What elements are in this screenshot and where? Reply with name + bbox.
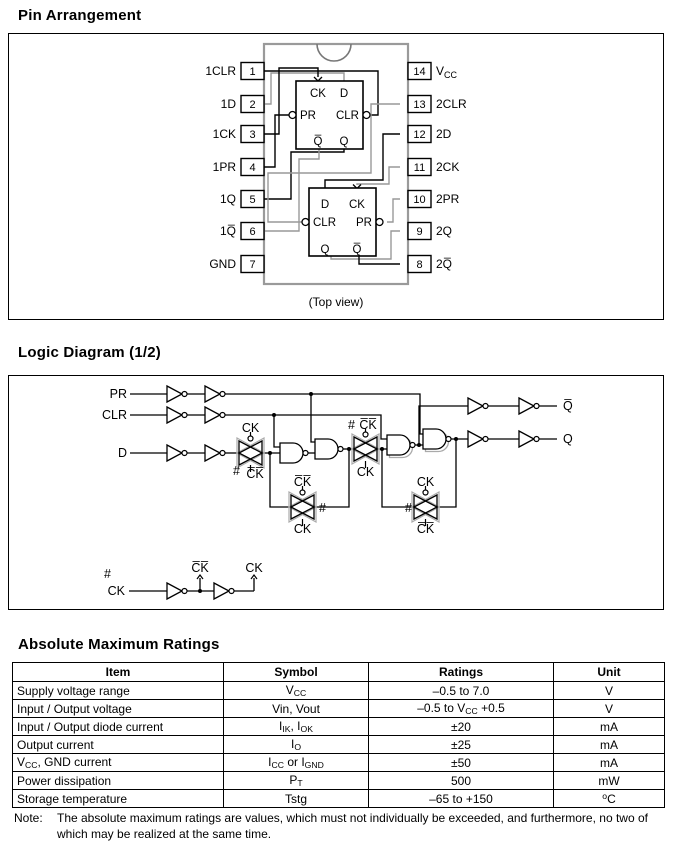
inverter-icon [214,583,229,599]
ff2-clr-port: CLR [313,217,337,229]
cell-text: mW [598,773,620,788]
transmission-gate-icon [291,495,314,519]
nand-gate-icon [280,443,303,463]
table-cell-symbol [224,754,369,772]
inversion-bubble-icon [220,451,225,456]
pin-number: 6 [249,226,256,238]
table-cell-symbol [224,790,369,808]
table-cell-ratings [369,790,554,808]
cell-text: Output current [17,737,94,752]
cell-text: ±25 [451,737,471,752]
junction-dot [454,437,458,441]
junction-dot [417,443,421,447]
subscript-text: CC [465,706,478,716]
inverter-icon [519,398,534,414]
hash-label: # [104,567,111,581]
cell-text: 500 [450,773,472,788]
inversion-bubble-icon [446,437,451,442]
ff2-ck-port: CK [349,199,365,211]
junction-dot [268,451,272,455]
pin-number: 14 [413,66,426,78]
fb1-ck-label: CK [293,522,312,536]
table-header-row [13,663,665,682]
qbar-output-label: Q̅ [563,399,573,413]
inversion-bubble-icon [248,436,253,441]
inversion-bubble-icon [483,437,488,442]
cell-text: –65 to +150 [429,791,493,806]
inverter-icon [205,407,220,423]
ff1-pr-port: PR [300,110,316,122]
logic-diagram-title: Logic Diagram (1/2) [18,344,161,361]
pin-number: 1 [249,66,256,78]
top-view-caption: (Top view) [308,295,364,309]
cell-text: or I [283,755,305,769]
inversion-bubble-icon [182,451,187,456]
ff1-clr-port: CLR [335,110,359,122]
table-cell-item [13,682,224,700]
table-cell-item [13,790,224,808]
junction-dot [347,447,351,451]
table-cell-ratings [369,754,554,772]
cell-text: ±20 [451,719,471,734]
subscript-text: CC [271,760,284,770]
fb1-hash-label: # [319,501,326,515]
ckbar-tap-label: C̅K̅ [191,561,209,575]
pin-label [436,97,467,111]
cell-text: , I [290,719,301,733]
inversion-bubble-icon [410,443,415,448]
subscript-text: CC [293,688,307,698]
note-line: The absolute maximum ratings are values, which must not individually be exceeded, and furthermore, no two of [57,811,648,825]
table-row [13,700,665,718]
inverter-icon [167,407,182,423]
table-cell-unit [554,718,665,736]
subscript-text: O [294,742,302,752]
ff1-q-port: Q [339,136,349,148]
clr-input-label: CLR [101,408,127,422]
nand-gate-icon [315,439,338,459]
logic-diagram-panel [8,375,664,610]
table-cell-unit [554,772,665,790]
cell-text: Input / Output voltage [17,701,132,716]
table-cell-item [13,754,224,772]
pin-label-main: 2PR [436,192,460,206]
ff1-d-port: D [339,88,349,100]
inversion-bubble-icon [363,432,368,437]
tg2-ck-label: CK [356,465,375,479]
inversion-bubble-icon [182,392,187,397]
inversion-bubble-icon [302,219,309,226]
pin-arrangement-title: Pin Arrangement [18,7,142,24]
inversion-bubble-icon [534,404,539,409]
superscript-text: o [602,791,608,801]
subscript-text: GND [304,760,324,770]
transmission-gate-icon [414,495,437,519]
wire-2qb [359,256,400,264]
ff1-qbar-port: Q̅ [313,136,323,148]
pin-number: 3 [249,129,256,141]
pin-label [436,127,452,141]
tg1-ck-label: CK [241,421,260,435]
table-row [13,718,665,736]
ff2-d-port: D [320,199,330,211]
table-row [13,754,665,772]
pin-diagram-root [205,44,467,309]
cell-text: Storage temperature [17,791,128,806]
pin-label: 1CK [212,127,236,141]
pin-label [436,160,459,174]
cell-text: ±50 [451,755,471,770]
table-cell-unit [554,754,665,772]
inversion-bubble-icon [289,112,296,119]
nand-gate-icon [387,435,410,455]
pr-input-label: PR [109,387,127,401]
junction-dot [272,413,276,417]
inverter-icon [519,431,534,447]
pin-label-main: V [436,64,445,78]
table-row [13,736,665,754]
inverter-icon [468,398,483,414]
ratings-table-body [13,682,665,808]
pin-label [436,64,458,80]
subscript-text: OK [300,724,313,734]
cell-text: Supply voltage range [17,683,130,698]
fb1-ckbar-label: C̅K̅ [293,475,312,489]
pin-label-main: 2D [436,127,452,141]
inverter-icon [205,386,220,402]
note-line: which may be realized at the same time. [57,827,272,841]
wire-2ck [357,167,400,185]
pin-label: 1CLR [205,64,236,78]
ff2-pr-port: PR [356,217,372,229]
pin-number: 2 [249,99,256,111]
table-cell-unit [554,790,665,808]
inverter-icon [167,583,182,599]
wire [437,439,456,507]
junction-dot [309,392,313,396]
package-notch [317,44,351,61]
cell-text: mA [600,755,618,770]
ratings-table [12,662,665,808]
tg1-ckbar-label: C̅K̅ [246,467,264,481]
inverter-icon [167,445,182,461]
cell-text: V [604,701,613,716]
ratings-title: Absolute Maximum Ratings [18,636,220,653]
table-cell-symbol [224,772,369,790]
ck-input-label: CK [107,584,125,598]
cell-text: , GND current [37,755,112,769]
transmission-gate-icon [354,437,377,461]
pin-number: 11 [413,162,426,174]
junction-dot [198,589,202,593]
subscript-text: T [297,778,303,788]
pin-label-sub: CC [444,70,458,80]
table-cell-item [13,736,224,754]
wire-2pr [387,199,400,222]
pin-label: GND [209,257,236,271]
inversion-bubble-icon [182,589,187,594]
pin-label-main: 2Q̅ [436,257,453,271]
cell-text: mA [600,719,618,734]
table-cell-ratings [369,718,554,736]
inverter-icon [167,386,182,402]
inversion-bubble-icon [423,490,428,495]
column-header-ratings: Ratings [369,663,554,682]
pin-label: 1PR [212,160,236,174]
cell-text: I [268,755,272,769]
tg2-ckbar-label: C̅K̅ [359,418,377,432]
pin-number: 13 [413,99,426,111]
inverter-icon [205,445,220,461]
pin-number: 4 [249,162,256,174]
cell-text: C [607,792,616,806]
cell-text: Power dissipation [17,773,112,788]
table-cell-item [13,700,224,718]
table-cell-ratings [369,700,554,718]
cell-text: V [17,755,26,769]
pin-label [436,192,460,206]
wire-1pr [264,115,289,167]
wire [311,394,315,442]
inversion-bubble-icon [300,490,305,495]
inversion-bubble-icon [220,392,225,397]
column-header-item: Item [13,663,224,682]
column-header-unit: Unit [554,663,665,682]
pin-label: 1Q̅ [219,224,236,238]
subscript-text: IK [282,724,291,734]
ff1-ck-port: CK [310,88,326,100]
note-label: Note: [14,811,43,825]
inversion-bubble-icon [363,112,370,119]
cell-text: I [279,719,283,733]
inversion-bubble-icon [338,447,343,452]
subscript-text: CC [25,760,38,770]
inversion-bubble-icon [483,404,488,409]
transmission-gate-icon [291,495,314,519]
nand-gate-icon [423,429,446,449]
cell-text: P [289,773,298,787]
pin-number: 7 [249,259,256,271]
logic-diagram [9,376,663,606]
table-cell-ratings [369,682,554,700]
table-row [13,790,665,808]
table-row [13,772,665,790]
d-input-label: D [117,446,127,460]
ff2-q-port: Q [320,244,330,256]
note [14,810,664,842]
table-cell-unit [554,700,665,718]
inversion-bubble-icon [534,437,539,442]
inversion-bubble-icon [303,451,308,456]
table-cell-unit [554,736,665,754]
transmission-gate-icon [354,437,377,461]
q-output-label: Q [563,432,573,446]
table-cell-item [13,718,224,736]
ck-tap-label: CK [245,561,263,575]
pin-arrangement-panel [8,33,664,320]
logic-diagram-root [102,386,573,599]
inversion-bubble-icon [376,219,383,226]
pin-label [436,257,452,271]
inverter-icon [468,431,483,447]
pin-label-main: 2CK [436,160,460,174]
fb2-ckbar-label: C̅K̅ [416,522,435,536]
cell-text: +0.5 [477,701,505,715]
transmission-gate-icon [239,441,262,465]
cell-text: V [604,683,613,698]
pin-label: 1D [220,97,236,111]
pin-number: 12 [413,129,426,141]
cell-text: –0.5 to V [417,701,466,715]
tg1-hash-label: # [233,464,240,478]
pin-number: 9 [416,226,423,238]
inversion-bubble-icon [220,413,225,418]
table-cell-symbol [224,718,369,736]
transmission-gate-icon [239,441,262,465]
fb2-ck-label: CK [416,475,435,489]
cell-text: –0.5 to 7.0 [432,683,490,698]
transmission-gate-icon [414,495,437,519]
tg2-hash-label: # [348,418,355,432]
cell-text: Input / Output diode current [17,719,164,734]
inversion-bubble-icon [229,589,234,594]
pin-number: 10 [413,194,426,206]
cell-text: Tstg [284,791,307,806]
cell-text: V [285,683,294,697]
table-row [13,682,665,700]
table-cell-ratings [369,772,554,790]
cell-text: Vin, Vout [272,701,320,716]
inversion-bubble-icon [182,413,187,418]
pin-number: 8 [416,259,423,271]
table-cell-item [13,772,224,790]
ff2-qbar-port: Q̅ [352,244,362,256]
table-cell-unit [554,682,665,700]
table-cell-symbol [224,700,369,718]
pin-label-main: 2Q [436,224,453,238]
fb2-hash-label: # [405,501,412,515]
table-cell-symbol [224,682,369,700]
cell-text: mA [600,737,618,752]
cell-text: I [290,737,295,751]
table-cell-ratings [369,736,554,754]
table-cell-symbol [224,736,369,754]
pin-label: 1Q [219,192,236,206]
pin-number: 5 [249,194,256,206]
junction-dot [380,447,384,451]
pin-label [436,224,452,238]
column-header-symbol: Symbol [224,663,369,682]
pin-arrangement-diagram [9,34,663,316]
wire [274,415,280,447]
pin-label-main: 2CLR [436,97,467,111]
